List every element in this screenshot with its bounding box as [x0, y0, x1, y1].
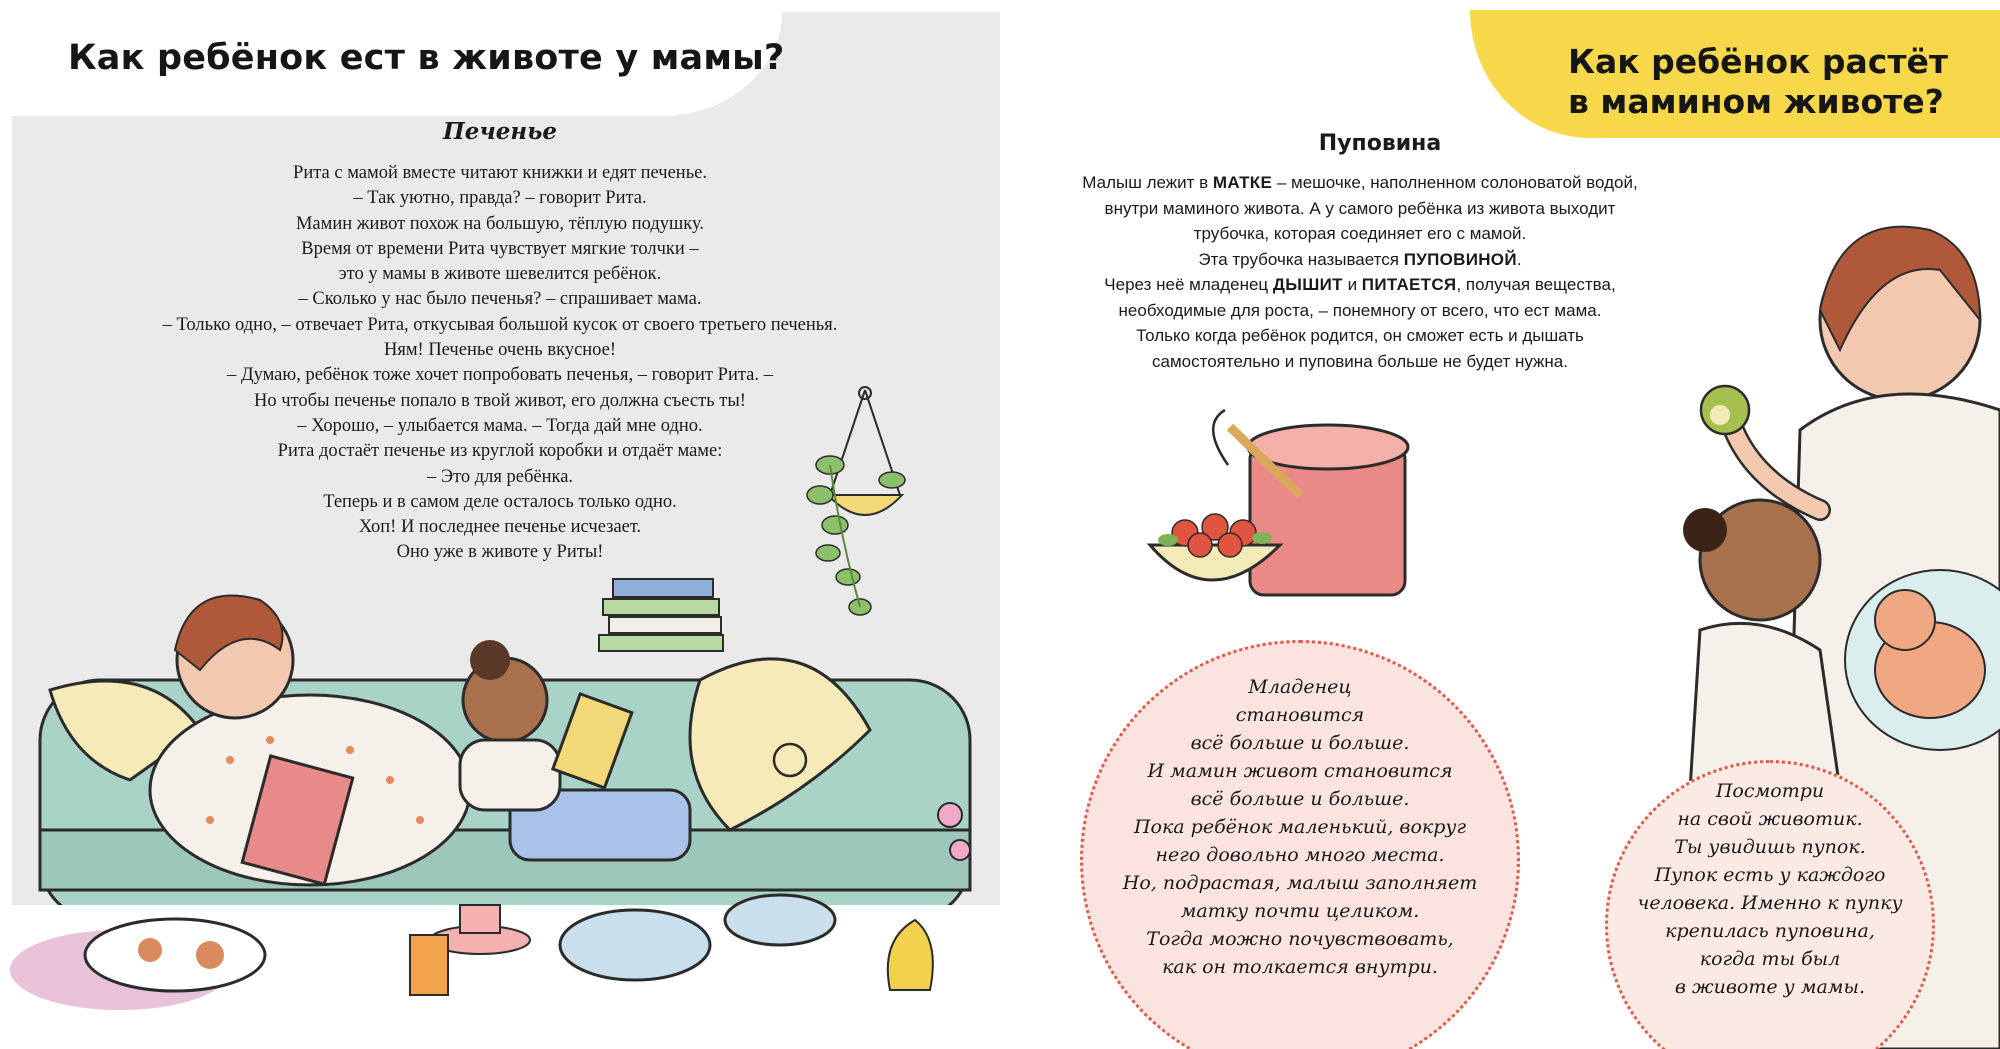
bubble-line: Пока ребёнок маленький, вокруг — [1133, 816, 1467, 838]
bubble-line: И мамин живот становится — [1147, 760, 1453, 782]
bubble-line: Пупок есть у каждого — [1654, 864, 1886, 886]
belly-button-bubble — [1605, 760, 1935, 1049]
story-line: Оно уже в животе у Риты! — [396, 542, 604, 563]
bubble-line: становится — [1235, 704, 1365, 726]
bubble-line: Посмотри — [1715, 780, 1825, 802]
bubble-text — [1083, 673, 1517, 981]
bubble-line: в животе у мамы. — [1674, 976, 1866, 998]
story-line: Рита с мамой вместе читают книжки и едят печенье. — [293, 163, 707, 183]
cord-line: Только когда ребёнок родится, он сможет есть и дышать — [1136, 326, 1584, 345]
cord-text-part: , получая вещества, — [1456, 275, 1616, 294]
cord-line: внутри маминого живота. А у самого ребёнка из живота выходит — [1104, 198, 1616, 218]
pot-and-salad-illustration — [1140, 405, 1430, 620]
story-line: – Хорошо, – улыбается мама. – Тогда дай мне одно. — [297, 415, 703, 436]
baby-growth-bubble — [1080, 640, 1520, 1049]
story-line: Время от времени Рита чувствует мягкие толчки – — [301, 238, 699, 259]
cord-line: трубочка, которая соединяет его с мамой. — [1193, 224, 1527, 243]
bubble-line: Младенец — [1248, 676, 1352, 698]
story-line: – Только одно, – отвечает Рита, откусывая большой кусок от своего третьего печенья. — [162, 314, 838, 335]
story-line: – Это для ребёнка. — [426, 466, 574, 487]
bubble-line: всё больше и больше. — [1190, 788, 1410, 810]
bubble-line: Тогда можно почувствовать, — [1146, 928, 1454, 950]
story-heading: Печенье — [442, 118, 557, 145]
story-line: это у мамы в животе шевелится ребёнок. — [338, 264, 662, 285]
bubble-line: всё больше и больше. — [1190, 732, 1410, 754]
right-page-title — [1568, 42, 1948, 122]
cord-line: необходимые для роста, – понемногу от всего, что ест мама. — [1118, 300, 1602, 320]
story-line: Ням! Печенье очень вкусное! — [383, 340, 617, 361]
right-title-line: в мамином животе? — [1568, 82, 1944, 121]
cord-text-part: . — [1516, 249, 1522, 269]
story-line: – Думаю, ребёнок тоже хочет попробовать печенья, – говорит Рита. – — [227, 365, 773, 386]
right-title-line: Как ребёнок растёт — [1568, 42, 1948, 81]
bubble-line: него довольно много места. — [1155, 844, 1445, 866]
bubble-line: человека. Именно к пупку — [1637, 892, 1903, 914]
cord-text-part: и — [1342, 275, 1362, 294]
bubble-line: крепилась пуповина, — [1665, 920, 1875, 942]
cord-line — [1000, 170, 1720, 196]
right-page — [1000, 0, 2000, 1049]
bubble-line: Но, подрастая, малыш заполняет — [1122, 872, 1478, 894]
bubble-line: как он толкается внутри. — [1162, 956, 1438, 978]
cord-text-part: Малыш лежит в — [1082, 173, 1213, 192]
cord-line: самостоятельно и пуповина больше не будет нужна. — [1152, 351, 1568, 371]
mother-and-girl-on-sofa-illustration — [10, 560, 1000, 1049]
cord-text-part: – мешочке, наполненном солоноватой водой, — [1272, 173, 1638, 192]
story-line: Мамин живот похож на большую, тёплую подушку. — [295, 213, 705, 234]
umbilical-cord-heading: Пуповина — [1318, 131, 1442, 156]
cord-text-part: Эта трубочка называется — [1198, 249, 1404, 269]
keyword-umbilical-cord: ПУПОВИНОЙ — [1403, 249, 1517, 269]
story-line: – Так уютно, правда? – говорит Рита. — [353, 188, 647, 209]
keyword-uterus: МАТКЕ — [1212, 173, 1273, 192]
bubble-line: Ты увидишь пупок. — [1674, 836, 1866, 858]
story-line: Хоп! И последнее печенье исчезает. — [358, 517, 642, 538]
cord-text-part: Через неё младенец — [1104, 275, 1273, 294]
left-page-title: Как ребёнок ест в животе у мамы? — [68, 38, 785, 78]
bubble-line: матку почти целиком. — [1180, 900, 1420, 922]
bubble-line: когда ты был — [1699, 948, 1841, 970]
story-line: – Сколько у нас было печенья? – спрашивает мама. — [298, 289, 702, 310]
story-line: Рита достаёт печенье из круглой коробки и отдаёт маме: — [277, 441, 723, 462]
keyword-breathes: ДЫШИТ — [1272, 275, 1343, 294]
story-line: Но чтобы печенье попало в твой живот, его должна съесть ты! — [254, 390, 746, 411]
keyword-feeds: ПИТАЕТСЯ — [1361, 275, 1457, 294]
bubble-text — [1608, 777, 1932, 1001]
story-line: Теперь и в самом деле осталось только одно. — [323, 491, 677, 512]
bubble-line: на свой животик. — [1677, 808, 1863, 830]
